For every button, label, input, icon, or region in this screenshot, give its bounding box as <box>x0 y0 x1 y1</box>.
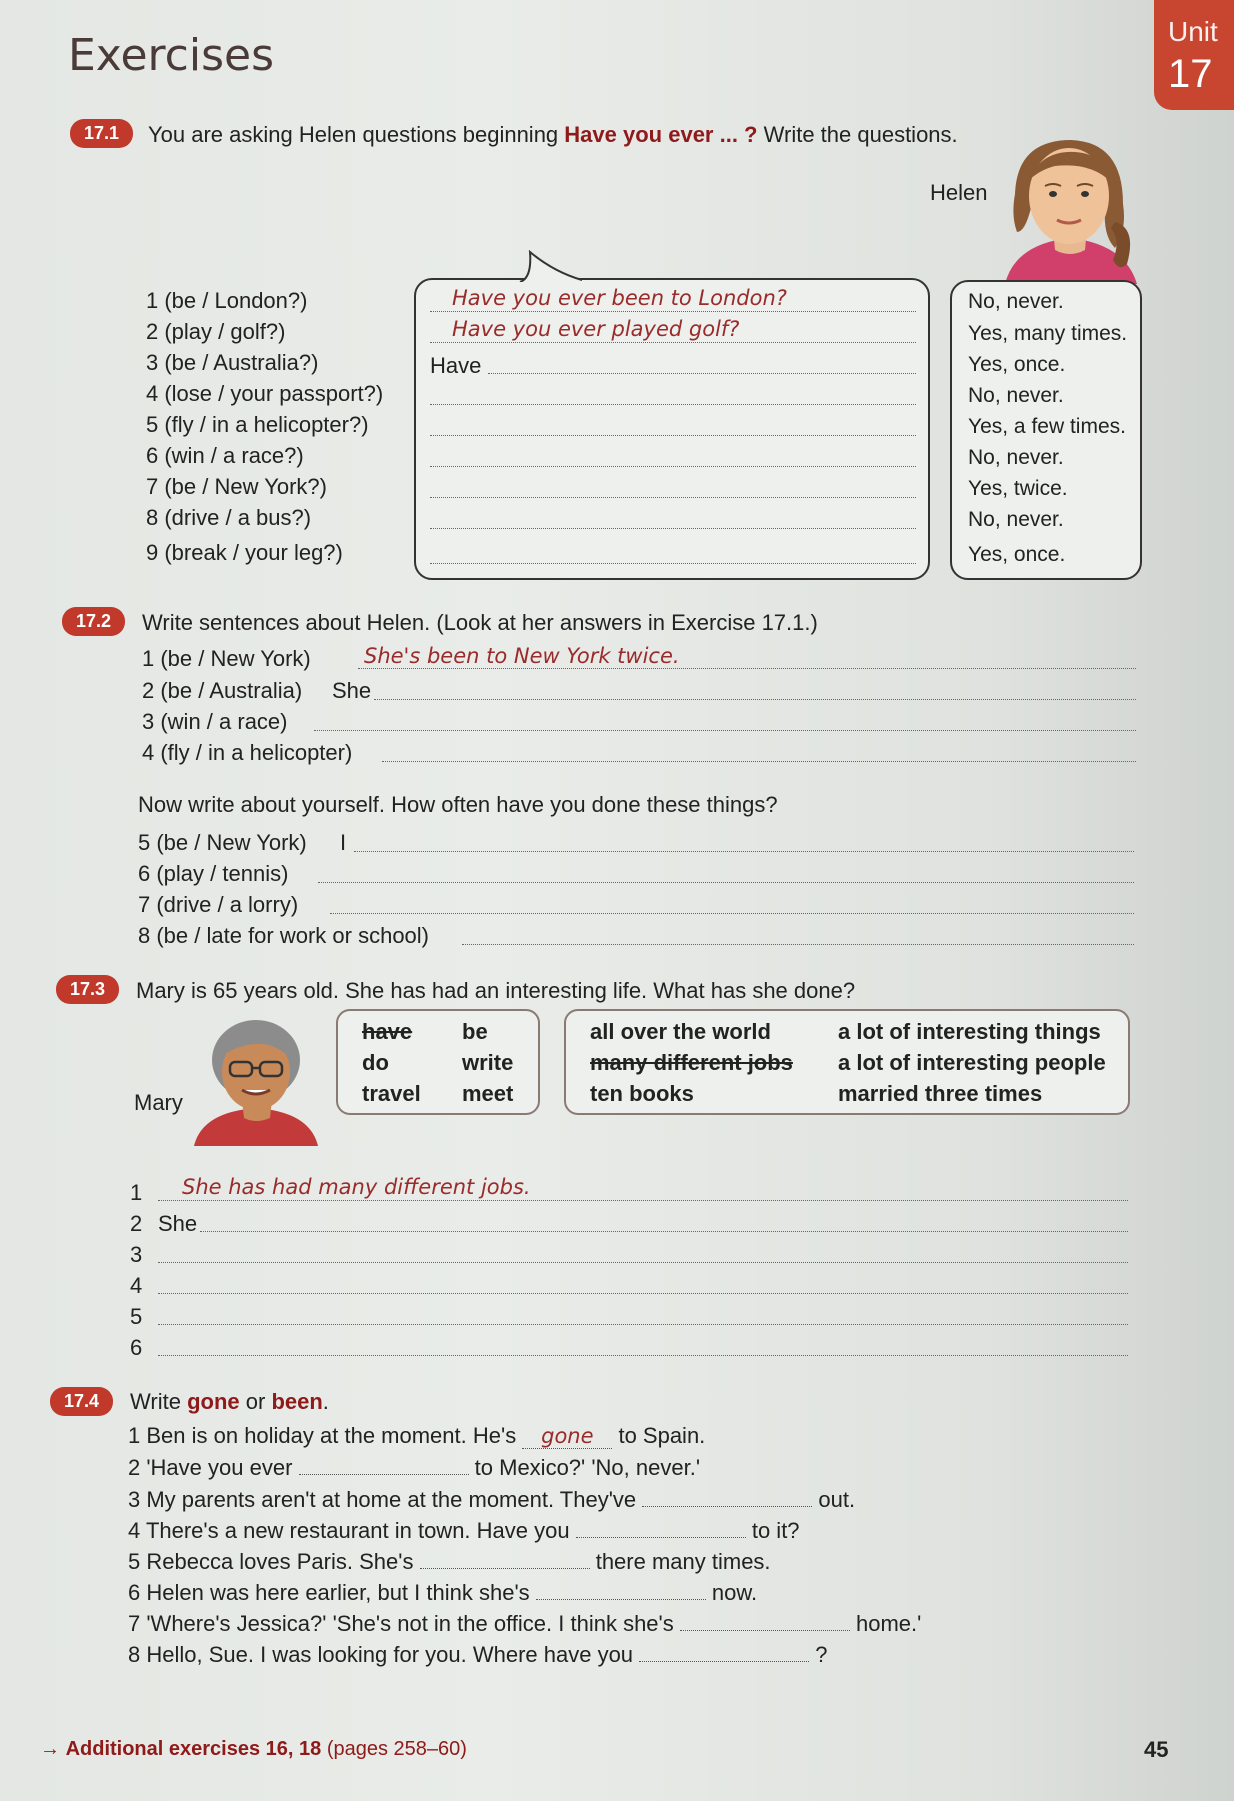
unit-tab <box>1154 0 1234 110</box>
answer-line[interactable] <box>462 944 1134 945</box>
sentence-before-gap: 2 'Have you ever <box>128 1455 293 1480</box>
gap-sentence <box>128 1580 757 1606</box>
verb-be: be <box>462 1019 488 1044</box>
question-prompt: 2 (play / golf?) <box>146 319 286 344</box>
gap-blank[interactable] <box>639 1661 809 1662</box>
verb-meet: meet <box>462 1081 514 1106</box>
line-number: 5 <box>130 1304 143 1329</box>
gap-blank[interactable] <box>680 1630 850 1631</box>
line-answer: She has had many different jobs. <box>182 1175 531 1199</box>
gap-blank[interactable] <box>536 1599 706 1600</box>
helen-reply: Yes, a few times. <box>968 415 1126 438</box>
sentence-after-gap: to it? <box>751 1518 800 1543</box>
gap-sentence <box>128 1642 828 1668</box>
sentence-before-gap: 3 My parents aren't at home at the moment. They've <box>128 1487 637 1512</box>
gap-sentence <box>128 1611 921 1637</box>
answer-line[interactable] <box>158 1200 1128 1201</box>
verb-travel: travel <box>362 1081 421 1106</box>
instruction-text-end: Write the questions. <box>763 122 958 147</box>
link-bold-text: Additional exercises 16, 18 <box>65 1738 322 1760</box>
phrases-box <box>564 1009 1130 1115</box>
gap-sentence <box>128 1423 705 1449</box>
phrase: ten books <box>590 1081 694 1106</box>
sentence-before-gap: 4 There's a new restaurant in town. Have you <box>128 1518 570 1543</box>
question-prompt: 9 (break / your leg?) <box>146 540 343 565</box>
page-number: 45 <box>1144 1737 1169 1762</box>
answer-line[interactable] <box>430 563 916 564</box>
gap-sentence <box>128 1518 800 1544</box>
sentence-prompt: 2 (be / Australia) <box>142 678 303 703</box>
answer-line[interactable] <box>430 466 916 467</box>
instruction-text: You are asking Helen questions beginning <box>148 122 559 147</box>
arrow-right-icon: → <box>40 1738 60 1760</box>
gap-sentence <box>128 1549 771 1575</box>
sentence-after-gap: there many times. <box>595 1549 771 1574</box>
question-answer: Have you ever played golf? <box>452 317 740 341</box>
answer-line[interactable] <box>430 311 916 312</box>
exercise-instruction-17-2: Write sentences about Helen. (Look at her answers in Exercise 17.1.) <box>142 610 818 635</box>
page-title: Exercises <box>68 30 275 81</box>
line-number: 2 <box>130 1211 143 1236</box>
exercise-badge-17-3: 17.3 <box>56 975 119 1004</box>
sentence-after-gap: to Mexico?' 'No, never.' <box>474 1455 701 1480</box>
answer-line[interactable] <box>488 373 916 374</box>
phrase: a lot of interesting things <box>838 1019 1101 1044</box>
answer-line[interactable] <box>158 1324 1128 1325</box>
answer-line[interactable] <box>430 528 916 529</box>
gap-blank[interactable] <box>299 1474 469 1475</box>
helen-label: Helen <box>930 180 988 205</box>
question-prompt: 5 (fly / in a helicopter?) <box>146 412 369 437</box>
exercise-instruction-17-2-part2: Now write about yourself. How often have you done these things? <box>138 792 778 817</box>
link-page-range: (pages 258–60) <box>326 1738 467 1760</box>
verb-do: do <box>362 1050 389 1075</box>
helen-reply: No, never. <box>968 290 1064 313</box>
sentence-before-gap: 8 Hello, Sue. I was looking for you. Where have you <box>128 1642 634 1667</box>
answer-line[interactable] <box>430 435 916 436</box>
helen-reply: No, never. <box>968 508 1064 531</box>
answer-line[interactable] <box>374 699 1136 700</box>
verb-have: have <box>362 1019 413 1044</box>
helen-reply: Yes, twice. <box>968 477 1068 500</box>
answer-line[interactable] <box>318 882 1134 883</box>
sentence-prompt: 7 (drive / a lorry) <box>138 892 299 917</box>
gap-blank[interactable] <box>642 1506 812 1507</box>
speech-tail <box>518 250 584 282</box>
instruction-text-or: or <box>245 1389 266 1414</box>
phrase: a lot of interesting people <box>838 1050 1106 1075</box>
answer-line[interactable] <box>382 761 1136 762</box>
answer-line[interactable] <box>430 342 916 343</box>
instruction-end: . <box>322 1389 329 1414</box>
answer-line[interactable] <box>354 851 1134 852</box>
additional-exercises-link[interactable] <box>40 1738 467 1761</box>
answer-line[interactable] <box>430 404 916 405</box>
line-number: 3 <box>130 1242 143 1267</box>
sentence-start: She <box>332 678 372 703</box>
question-prompt: 6 (win / a race?) <box>146 443 304 468</box>
sentence-prompt: 8 (be / late for work or school) <box>138 923 430 948</box>
phrase: married three times <box>838 1081 1043 1106</box>
unit-label: Unit <box>1168 16 1218 47</box>
question-prompt: 8 (drive / a bus?) <box>146 505 312 530</box>
answer-line[interactable] <box>158 1293 1128 1294</box>
sentence-before-gap: 5 Rebecca loves Paris. She's <box>128 1549 414 1574</box>
sentence-after-gap: to Spain. <box>618 1423 706 1448</box>
phrase-used: many different jobs <box>590 1050 793 1075</box>
sentence-after-gap: ? <box>815 1642 828 1667</box>
sentence-after-gap: now. <box>711 1580 758 1605</box>
unit-number: 17 <box>1168 52 1213 96</box>
exercise-instruction-17-4 <box>130 1389 329 1415</box>
sentence-before-gap: 6 Helen was here earlier, but I think she's <box>128 1580 530 1605</box>
line-start: She <box>158 1211 198 1236</box>
question-prompt: 4 (lose / your passport?) <box>146 381 384 406</box>
gap-blank[interactable] <box>420 1568 590 1569</box>
line-number: 4 <box>130 1273 143 1298</box>
helen-reply: Yes, many times. <box>968 322 1128 345</box>
sentence-after-gap: out. <box>818 1487 856 1512</box>
verbs-box <box>336 1009 540 1115</box>
answer-line[interactable] <box>158 1355 1128 1356</box>
instruction-keyword: Have you ever ... ? <box>564 122 758 147</box>
exercise-badge-17-2: 17.2 <box>62 607 125 636</box>
gap-blank[interactable] <box>576 1537 746 1538</box>
mary-illustration <box>192 1016 322 1146</box>
instruction-text: Write <box>130 1389 181 1414</box>
helen-reply: No, never. <box>968 446 1064 469</box>
answer-line[interactable] <box>358 668 1136 669</box>
exercise-instruction-17-1 <box>148 122 958 148</box>
question-answer-start: Have <box>430 353 482 378</box>
question-prompt: 3 (be / Australia?) <box>146 350 319 375</box>
sentence-prompt: 5 (be / New York) <box>138 830 307 855</box>
helen-illustration <box>995 132 1145 284</box>
answer-line[interactable] <box>200 1231 1128 1232</box>
exercise-badge-17-1: 17.1 <box>70 119 133 148</box>
mary-label: Mary <box>134 1090 183 1115</box>
sentence-after-gap: home.' <box>856 1611 922 1636</box>
instruction-keyword-been: been <box>271 1389 323 1414</box>
answer-line[interactable] <box>430 497 916 498</box>
answer-line[interactable] <box>314 730 1136 731</box>
answer-line[interactable] <box>158 1262 1128 1263</box>
line-number: 1 <box>130 1180 143 1205</box>
phrase: all over the world <box>590 1019 771 1044</box>
helen-reply: Yes, once. <box>968 353 1066 376</box>
sentence-before-gap: 7 'Where's Jessica?' 'She's not in the office. I think she's <box>128 1611 674 1636</box>
sentence-prompt: 6 (play / tennis) <box>138 861 289 886</box>
question-answer: Have you ever been to London? <box>452 286 787 310</box>
helen-reply: No, never. <box>968 384 1064 407</box>
sentence-start: I <box>340 830 347 855</box>
gap-sentence <box>128 1455 700 1481</box>
instruction-keyword-gone: gone <box>187 1389 240 1414</box>
gap-sentence <box>128 1487 855 1513</box>
sentence-prompt: 1 (be / New York) <box>142 646 311 671</box>
exercise-instruction-17-3: Mary is 65 years old. She has had an interesting life. What has she done? <box>136 978 856 1003</box>
exercise-badge-17-4: 17.4 <box>50 1387 113 1416</box>
sentence-answer: She's been to New York twice. <box>364 644 680 668</box>
sentence-prompt: 4 (fly / in a helicopter) <box>142 740 353 765</box>
sentence-prompt: 3 (win / a race) <box>142 709 288 734</box>
answer-line[interactable] <box>330 913 1134 914</box>
question-prompt: 1 (be / London?) <box>146 288 308 313</box>
question-prompt: 7 (be / New York?) <box>146 474 327 499</box>
verb-write: write <box>462 1050 514 1075</box>
line-number: 6 <box>130 1335 143 1360</box>
gap-answer[interactable]: gone <box>522 1424 612 1449</box>
sentence-before-gap: 1 Ben is on holiday at the moment. He's <box>128 1423 517 1448</box>
helen-reply: Yes, once. <box>968 543 1066 566</box>
